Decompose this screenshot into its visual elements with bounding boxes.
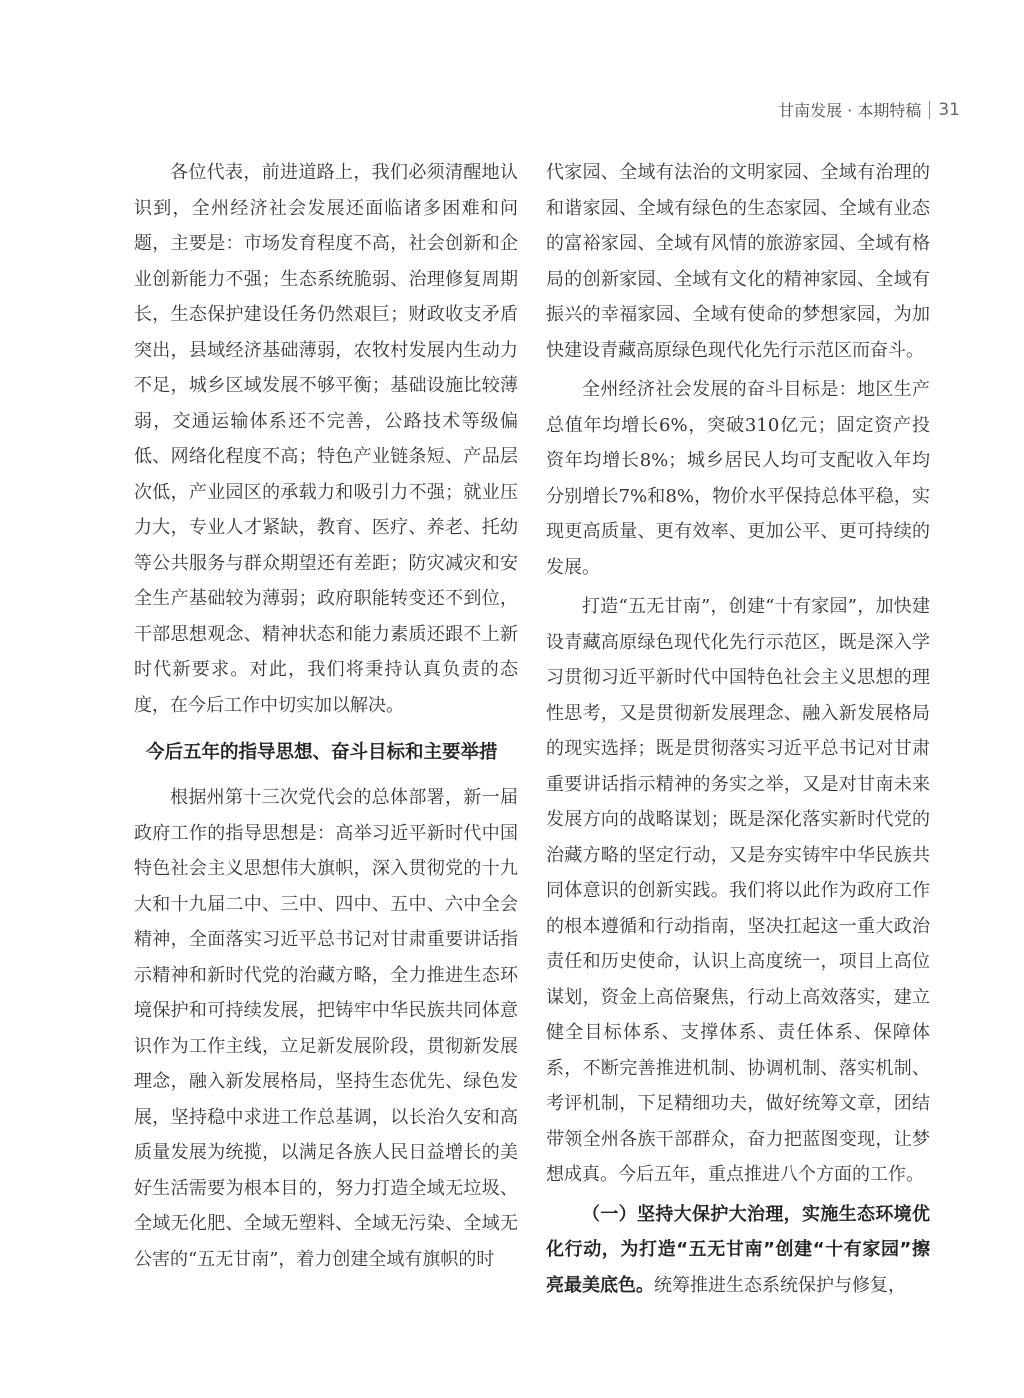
- paragraph-measure-one: [546, 1197, 930, 1304]
- paragraph-guiding-ideology: 根据州第十三次党代会的总体部署，新一届政府工作的指导思想是：高举习近平新时代中国特色社会主义思想伟大旗帜，深入贯彻党的十九大和十九届二中、三中、四中、五中、六中全会精神，全面落实习近平总书记对甘肃重要讲话指示精神和新时代党的治藏方略，全力推进生态环境保护和可持续发展，把铸牢中华民族共同体意识作为工作主线，立足新发展阶段，贯彻新发展理念，融入新发展格局，坚持生态优先、绿色发展，坚持稳中求进工作总基调，以长治久安和高质量发展为统揽，以满足各族人民日益增长的美好生活需要为根本目的，努力打造全域无垃圾、全域无化肥、全域无塑料、全域无污染、全域无公害的“五无甘南”，着力创建全域有旗帜的时: [134, 787, 518, 1270]
- measure-one-heading: （一）坚持大保护大治理，实施生态环境优化行动，为打造“五无甘南”创建“十有家园”擦亮最美底色。: [546, 1203, 930, 1296]
- section-heading: 今后五年的指导思想、奋斗目标和主要举措: [146, 742, 498, 763]
- paragraph-goals: 全州经济社会发展的奋斗目标是：地区生产总值年均增长6%，突破310亿元；固定资产投资年均增长8%；城乡居民人均可支配收入年均分别增长7%和8%，物价水平保持总体平稳，实现更高质量、更有效率、更加公平、更可持续的发展。: [546, 379, 930, 578]
- paragraph-challenges: 各位代表，前进道路上，我们必须清醒地认识到，全州经济社会发展还面临诸多困难和问题，主要是：市场发育程度不高，社会创新和企业创新能力不强；生态系统脆弱、治理修复周期长，生态保护建设任务仍然艰巨；财政收支矛盾突出，县域经济基础薄弱，农牧村发展内生动力不足，城乡区域发展不够平衡；基础设施比较薄弱，交通运输体系还不完善，公路技术等级偏低、网络化程度不高；特色产业链条短、产品层次低，产业园区的承载力和吸引力不强；就业压力大，专业人才紧缺，教育、医疗、养老、托幼等公共服务与群众期望还有差距；防灾减灾和安全生产基础较为薄弱；政府职能转变还不到位，干部思想观念、精神状态和能力素质还跟不上新时代新要求。对此，我们将秉持认真负责的态度，在今后工作中切实加以解决。: [134, 162, 518, 716]
- page-number: 31: [938, 99, 960, 120]
- paragraph-five-no-gannan: 打造“五无甘南”，创建“十有家园”，加快建设青藏高原绿色现代化先行示范区，既是深入学习贯彻习近平新时代中国特色社会主义思想的理性思考，又是贯彻新发展理念、融入新发展格局的现实选择；既是贯彻落实习近平总书记对甘肃重要讲话指示精神的务实之举，又是对甘南未来发展方向的战略谋划；既是深化落实新时代党的治藏方略的坚定行动，又是夯实铸牢中华民族共同体意识的创新实践。我们将以此作为政府工作的根本遵循和行动指南，坚决扛起这一重大政治责任和历史使命，认识上高度统一，项目上高位谋划，资金上高倍聚焦，行动上高效落实，建立健全目标体系、支撑体系、责任体系、保障体系，不断完善推进机制、协调机制、落实机制、考评机制，下足精细功夫，做好统筹文章，团结带领全州各族干部群众，奋力把蓝图变现，让梦想成真。今后五年，重点推进八个方面的工作。: [546, 596, 930, 1185]
- measure-one-text: 统筹推进生态系统保护与修复，: [654, 1274, 906, 1296]
- running-header: [778, 98, 960, 121]
- right-column: [546, 155, 930, 1303]
- header-section-label: 甘南发展 · 本期特稿: [778, 101, 922, 120]
- left-column: [134, 155, 518, 1277]
- header-divider: [929, 101, 930, 119]
- paragraph-continuation: 代家园、全域有法治的文明家园、全域有治理的和谐家园、全域有绿色的生态家园、全域有业态的富裕家园、全域有风情的旅游家园、全域有格局的创新家园、全域有文化的精神家园、全域有振兴的幸福家园、全域有使命的梦想家园，为加快建设青藏高原绿色现代化先行示范区而奋斗。: [546, 162, 930, 361]
